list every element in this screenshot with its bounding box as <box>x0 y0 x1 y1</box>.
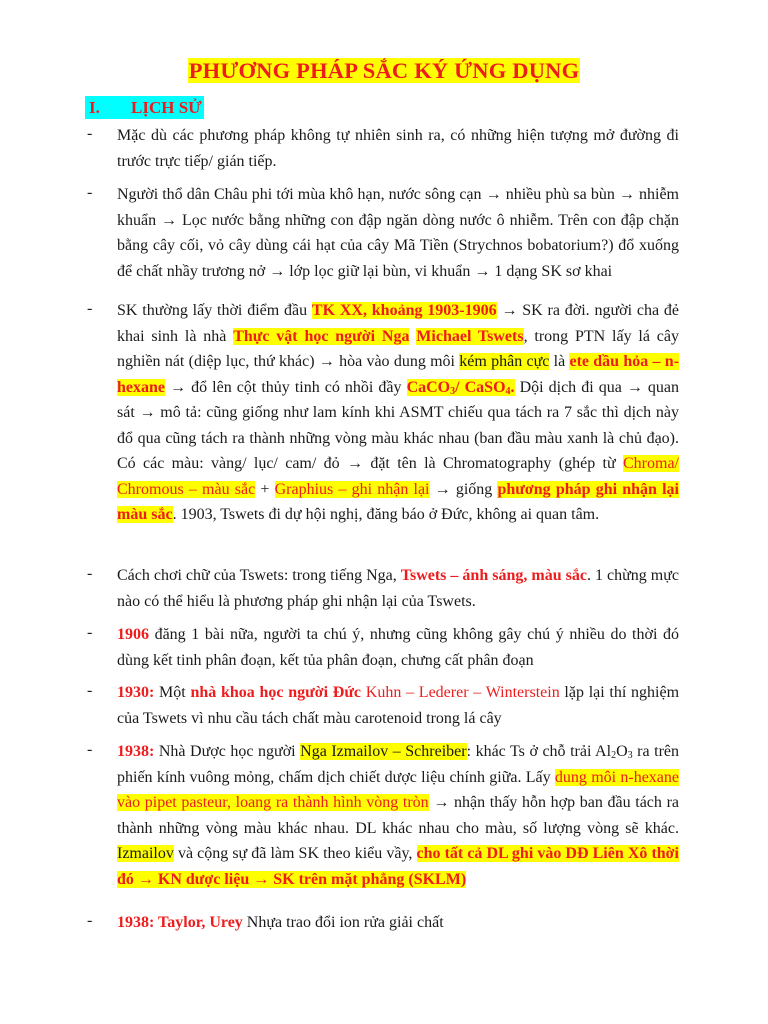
year-label: 1938: Taylor, Urey <box>117 914 243 931</box>
red-text: Kuhn – Lederer – Winterstein <box>365 684 560 701</box>
paragraph-7: 1938: Nhà Dược học người Nga Izmailov – Schreiber: khác Ts ở chỗ trải $Al_2O_3$ ra trên phiến kính vuông mỏng, chấm dịch chiết dược liệu chính giữa. Lấy dung môi n-hexane vào pipet pasteur, loang ra thành hình vòng tròn → nhận thấy hỗn hợp ban đầu tách ra thành những vòng màu khác nhau. DL khác nhau cho màu, số lượng vòng sẽ khác. Izmailov và cộng sự đã làm SK theo kiểu vầy, cho tất cả DL ghi vào DĐ Liên Xô thời đó → KN dược liệu → SK trên mặt phẳng (SKLM) <box>117 743 680 888</box>
section-heading <box>85 96 204 119</box>
bullet-dash: - <box>87 741 93 758</box>
highlight-red: cho tất cả DL ghi vào DĐ Liên Xô thời đó → KN dược liệu → SK trên mặt phẳng (SKLM) <box>117 845 679 888</box>
paragraph-5: 1906 đăng 1 bài nữa, người ta chú ý, nhưng cũng không gây chú ý nhiều do thời đó dùng kết tinh phân đoạn, kết tủa phân đoạn, chưng cất phân đoạn <box>117 626 679 669</box>
highlight: Nga Izmailov – Schreiber <box>300 743 467 760</box>
red-text: Tswets – ánh sáng, màu sắc <box>400 567 587 584</box>
highlight-red: phương pháp ghi nhận lại màu sắc <box>117 480 679 523</box>
highlight: kém phân cực <box>459 353 550 370</box>
red-text: nhà khoa học người Đức <box>190 684 362 701</box>
bullet-dash: - <box>87 125 93 142</box>
bullet-dash: - <box>87 624 93 641</box>
bullet-dash: - <box>87 184 93 201</box>
highlight-red: Michael Tswets <box>416 327 524 345</box>
paragraph-6: 1930: Một nhà khoa học người Đức Kuhn – Lederer – Winterstein lặp lại thí nghiệm của Tswets vì nhu cầu tách chất màu carotenoid trong lá cây <box>117 684 680 727</box>
highlight-red: TK XX, khoảng 1903-1906 <box>311 302 497 319</box>
highlight-red: CaCO$_3$/ CaSO$_4$. <box>406 378 515 397</box>
paragraph-2: Người thổ dân Châu phi tới mùa khô hạn, nước sông cạn → nhiều phù sa bùn → nhiễm khuẩn → Lọc nước bằng những con đập ngăn dòng nước ô nhiễm. Trên con đập chặn bằng cây cối, vỏ cây dùng cái hạt của cây Mã Tiền (Strychnos bobatorium?) đổ xuống để chất nhầy trương nở → lớp lọc giữ lại bùn, vi khuẩn → 1 dạng SK sơ khai <box>117 186 679 280</box>
paragraph-4: Cách chơi chữ của Tswets: trong tiếng Nga, Tswets – ánh sáng, màu sắc. 1 chừng mực nào có thể hiểu là phương pháp ghi nhận lại của Tswets. <box>117 567 679 610</box>
highlight-red: Chroma/ Chromous – màu sắc <box>117 455 679 498</box>
highlight-red: Graphius – ghi nhận lại <box>274 480 430 498</box>
paragraph-1: Mặc dù các phương pháp không tự nhiên sinh ra, có những hiện tượng mở đường đi trước trực tiếp/ gián tiếp. <box>117 127 679 170</box>
bullet-dash: - <box>87 565 93 582</box>
section-label: LỊCH SỬ <box>131 98 202 117</box>
year-label: 1906 <box>117 626 149 643</box>
paragraph-8: 1938: Taylor, Urey Nhựa trao đổi ion rửa giải chất <box>117 914 444 931</box>
highlight-red: Thực vật học người Nga <box>233 327 410 345</box>
year-label: 1930: <box>117 684 155 701</box>
bullet-dash: - <box>87 682 93 699</box>
highlight-red: dung môi n-hexane vào pipet pasteur, loang ra thành hình vòng tròn <box>117 768 679 811</box>
paragraph-3: SK thường lấy thời điểm đầu TK XX, khoảng 1903-1906 → SK ra đời. người cha đẻ khai sinh là nhà Thực vật học người Nga Michael Tswets, trong PTN lấy lá cây nghiền nát (diệp lục, thứ khác) → hòa vào dung môi kém phân cực là ete dầu hỏa – n-hexane → đổ lên cột thủy tinh có nhồi đầy CaCO$_3$/ CaSO$_4$. Dội dịch đi qua → quan sát → mô tả: cũng giống như lam kính khi ASMT chiếu qua tách ra 7 sắc thì dịch này đổ qua cũng tách ra thành những vòng màu khác nhau (ban đầu màu xanh là chủ đạo). Có các màu: vàng/ lục/ cam/ đỏ → đặt tên là Chromatography (ghép từ Chroma/ Chromous – màu sắc + Graphius – ghi nhận lại → giống phương pháp ghi nhận lại màu sắc. 1903, Tswets đi dự hội nghị, đăng báo ở Đức, không ai quan tâm. <box>117 302 680 523</box>
year-label: 1938: <box>117 743 155 760</box>
document-title: PHƯƠNG PHÁP SẮC KÝ ỨNG DỤNG <box>188 58 580 83</box>
section-number: I. <box>89 98 100 117</box>
highlight-red: ete dầu hỏa – n-hexane <box>117 353 680 396</box>
bullet-dash: - <box>87 300 93 317</box>
bullet-dash: - <box>87 912 93 929</box>
highlight: Izmailov <box>117 845 174 862</box>
